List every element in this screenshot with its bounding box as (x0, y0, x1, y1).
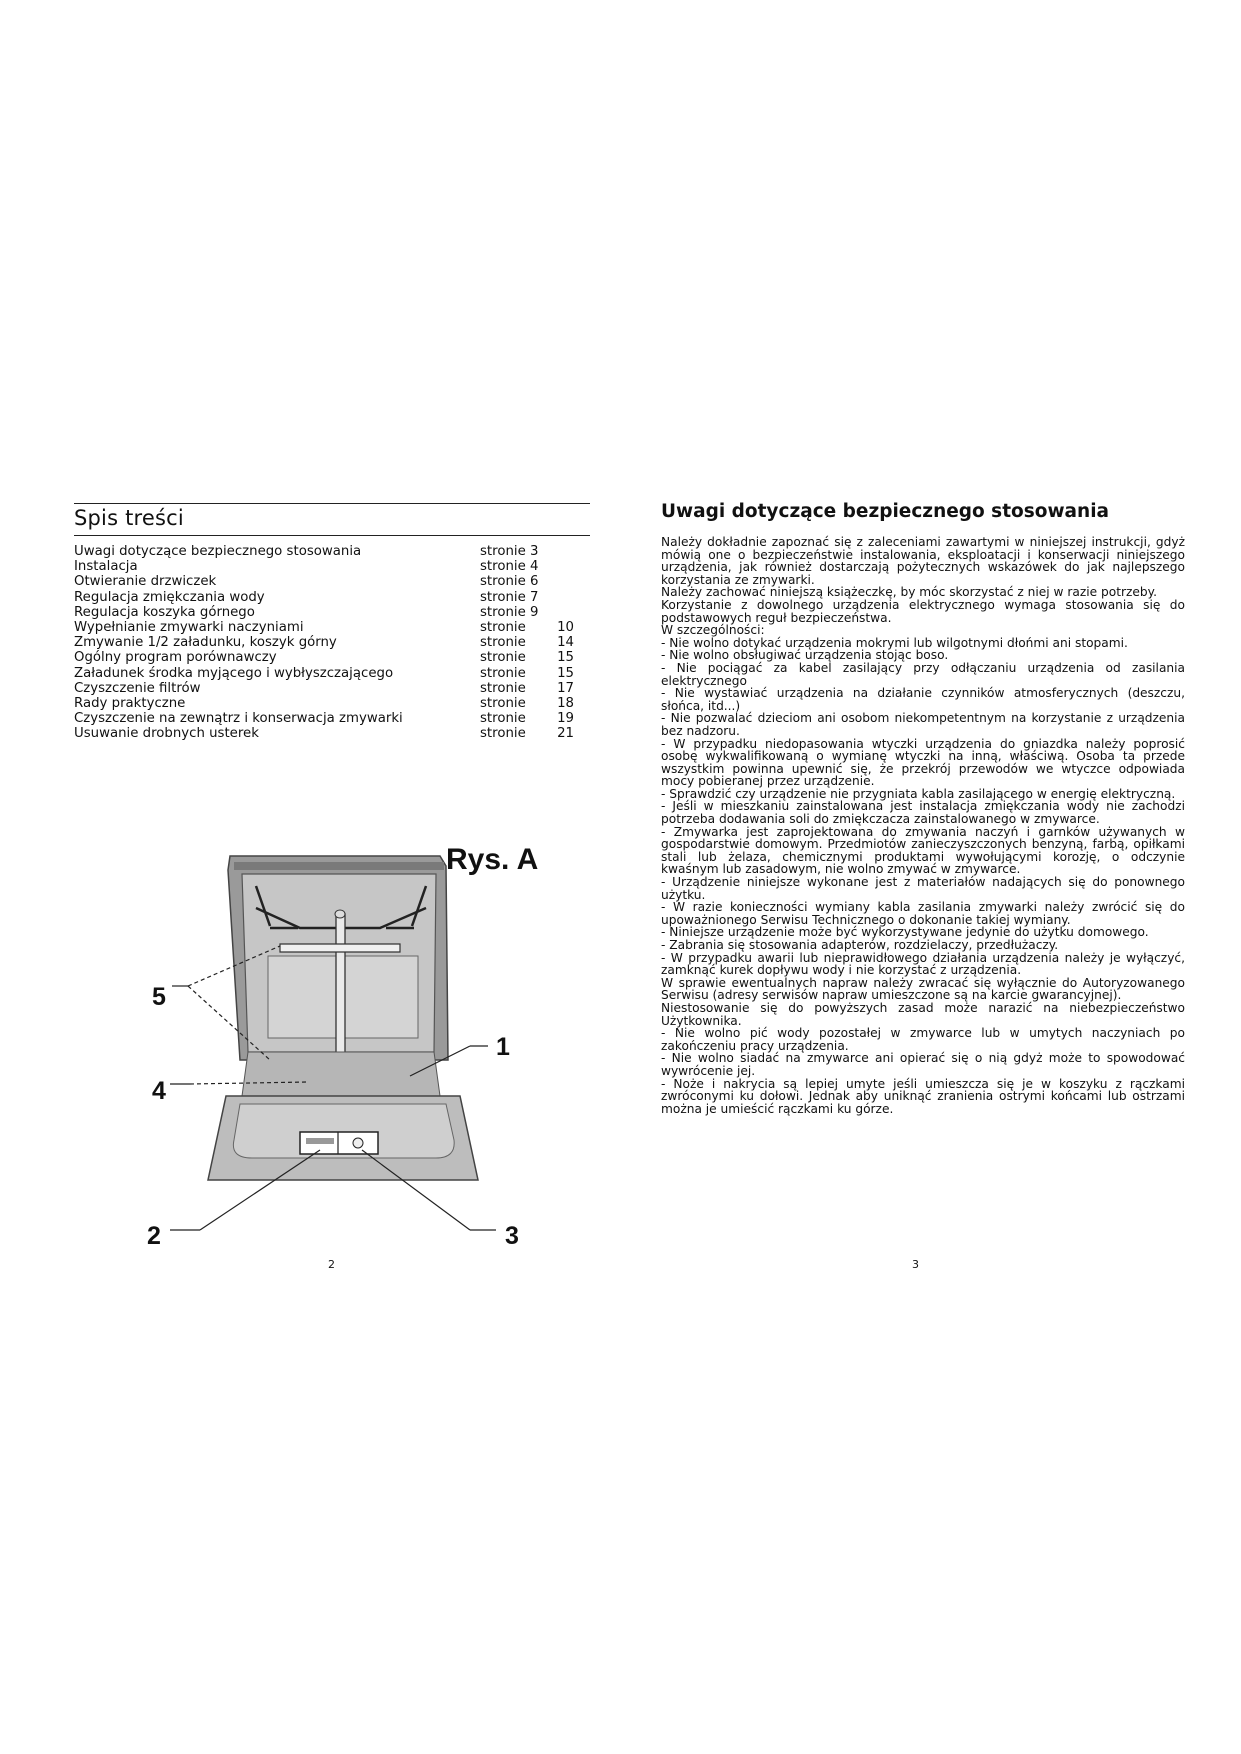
safety-paragraph: W sprawie ewentualnych napraw należy zwracać się wyłącznie do Autoryzowanego Serwisu (adresy serwisów napraw umieszczone są na karcie gwarancyjnej). (661, 975, 1185, 1003)
safety-body (661, 536, 1185, 1115)
toc-entry (74, 605, 574, 620)
toc-entry-page: 17 (557, 680, 574, 696)
toc-entry-title: Rady praktyczne (74, 695, 186, 711)
safety-paragraph: - Nie wolno pić wody pozostałej w zmywarce lub w umytych naczyniach po zakończeniu pracy urządzenia. (661, 1026, 1185, 1053)
toc-entry-page: 19 (557, 711, 574, 727)
tub-floor (242, 1052, 440, 1096)
toc-entry-page: 15 (557, 650, 574, 666)
toc-entry (74, 590, 574, 605)
safety-title: Uwagi dotyczące bezpiecznego stosowania (661, 501, 1110, 522)
toc-entry-page: 18 (557, 695, 574, 711)
safety-paragraph: - Zabrania się stosowania adapterów, rozdzielaczy, przedłużaczy. (661, 938, 1059, 952)
toc-entry-title: Zmywanie 1/2 załadunku, koszyk górny (74, 635, 337, 651)
safety-paragraph: - Jeśli w mieszkaniu zainstalowana jest instalacja zmiękczania wody nie zachodzi potrzeba dodawania soli do zmiękczacza zainstalowanego w zmywarce. (661, 799, 1185, 827)
top-edge (234, 862, 444, 870)
toc-entry (74, 559, 574, 574)
toc-entry-word: stronie (480, 650, 526, 666)
toc-entry (74, 650, 574, 665)
rinse-aid-cap (353, 1138, 363, 1148)
toc-entry-word: stronie (480, 711, 526, 727)
safety-paragraph: - Nie wolno obsługiwać urządzenia stojąc boso. (661, 648, 949, 663)
safety-paragraph: - W razie konieczności wymiany kabla zasilania zmywarki należy zwrócić się do upoważnionego Serwisu Technicznego o dokonanie takiej wymiany. (661, 900, 1185, 927)
toc-top-rule (74, 503, 590, 504)
toc-entry (74, 666, 574, 681)
toc-entry-word: stronie (480, 619, 526, 635)
upper-spray-arm (280, 944, 400, 952)
safety-paragraph: - W przypadku niedopasowania wtyczki urządzenia do gniazdka należy poprosić osobę wykwalifikowaną o wymianę wtyczki na inną, właściwą. Osoba ta przede wszystkim powinna upewnić się, że przekrój przewodów we wtyczce odpowiada mocy pobieranej przez urządzenie. (661, 736, 1185, 789)
toc-entry-title: Regulacja zmiękczania wody (74, 589, 265, 605)
page-number-right: 3 (912, 1258, 919, 1271)
toc-entry-title: Załadunek środka myjącego i wybłyszczającego (74, 665, 394, 681)
toc-entry-page: 10 (557, 619, 574, 635)
toc-entry-word: stronie 7 (480, 589, 539, 605)
safety-paragraph: - Niniejsze urządzenie może być wykorzystywane jedynie do użytku domowego. (661, 925, 1149, 940)
safety-paragraph: - Nie wolno siadać na zmywarce ani opierać się o nią gdyż może to spowodować wywrócenie jej. (661, 1051, 1185, 1078)
safety-paragraph: Należy zachować niniejszą książeczkę, by móc skorzystać z niej w razie potrzeby. (661, 585, 1157, 600)
callout-3: 3 (505, 1222, 519, 1250)
page-number-left: 2 (328, 1258, 335, 1271)
central-pipe (336, 914, 345, 1056)
safety-paragraph: W szczególności: (661, 623, 765, 638)
detergent-slot (306, 1138, 334, 1144)
toc-entry-word: stronie (480, 680, 526, 696)
toc-list (74, 544, 574, 741)
toc-entry (74, 711, 574, 726)
toc-entry (74, 574, 574, 589)
toc-entry-word: stronie 3 (480, 544, 539, 559)
toc-entry (74, 544, 574, 559)
callout-5: 5 (152, 983, 166, 1011)
callout-2: 2 (147, 1222, 161, 1250)
toc-entry-page (540, 544, 574, 559)
toc-entry-page (540, 559, 574, 574)
toc-entry-title: Usuwanie drobnych usterek (74, 726, 259, 742)
left-page (0, 0, 620, 1754)
pipe-top (335, 910, 345, 918)
toc-entry-page: 21 (557, 726, 574, 742)
toc-entry-page: 14 (557, 635, 574, 651)
toc-entry-title: Uwagi dotyczące bezpiecznego stosowania (74, 544, 362, 559)
safety-paragraph: - W przypadku awarii lub nieprawidłowego działania urządzenia należy je wyłączyć, zamknąć kurek dopływu wody i nie korzystać z urządzenia. (661, 950, 1185, 978)
toc-entry-title: Ogólny program porównawczy (74, 650, 277, 666)
toc-entry-title: Czyszczenie filtrów (74, 680, 201, 696)
toc-entry-title: Regulacja koszyka górnego (74, 604, 255, 620)
callout-4: 4 (152, 1077, 166, 1105)
safety-paragraph: Należy dokładnie zapoznać się z zaleceniami zawartymi w niniejszej instrukcji, gdyż mówią one o bezpieczeństwie instalowania, eksploatacji i konserwacji niniejszego urządzenia, jak również dostarczają pożytecznych wskazówek do jak najlepszego korzystania ze zmywarki. (661, 535, 1185, 587)
toc-entry-word: stronie (480, 726, 526, 742)
safety-paragraph: Korzystanie z dowolnego urządzenia elektrycznego wymaga stosowania się do podstawowych reguł bezpieczeństwa. (661, 597, 1185, 625)
toc-entry-title: Czyszczenie na zewnątrz i konserwacja zmywarki (74, 711, 403, 727)
toc-entry-word: stronie (480, 635, 526, 651)
toc-entry (74, 681, 574, 696)
toc-entry-word: stronie 4 (480, 559, 539, 575)
toc-entry-word: stronie (480, 665, 526, 681)
safety-paragraph: - Nie wolno dotykać urządzenia mokrymi lub wilgotnymi dłońmi ani stopami. (661, 635, 1128, 650)
safety-paragraph: - Nie pozwalać dzieciom ani osobom niekompetentnym na korzystanie z urządzenia bez nadzoru. (661, 711, 1185, 738)
toc-entry-page (540, 574, 574, 589)
toc-entry-word: stronie 9 (480, 604, 539, 620)
toc-title: Spis treści (74, 506, 184, 530)
safety-paragraph: - Sprawdzić czy urządzenie nie przygniata kabla zasilającego w energię elektryczną. (661, 786, 1176, 801)
safety-paragraph: - Nie pociągać za kabel zasilający przy odłączaniu urządzenia od zasilania elektrycznego (661, 660, 1185, 688)
toc-entry (74, 620, 574, 635)
figure-title: Rys. A (446, 843, 539, 876)
toc-entry-title: Otwieranie drzwiczek (74, 574, 217, 590)
toc-bottom-rule (74, 535, 590, 536)
toc-entry-page: 15 (557, 665, 574, 681)
callout-1: 1 (496, 1033, 510, 1061)
toc-entry-title: Wypełnianie zmywarki naczyniami (74, 619, 304, 635)
toc-entry-page (540, 590, 574, 605)
safety-paragraph: - Noże i nakrycia są lepiej umyte jeśli umieszcza się je w koszyku z rączkami zwróconymi ku dołowi. Jednak aby uniknąć zranienia ostrymi końcami lub ostrzami można je umieścić rączkami ku górze. (661, 1076, 1185, 1116)
toc-entry-page (540, 605, 574, 620)
safety-paragraph: - Nie wystawiać urządzenia na działanie czynników atmosferycznych (deszczu, słońca, itd...) (661, 686, 1185, 713)
toc-entry (74, 696, 574, 711)
safety-paragraph: - Urządzenie niniejsze wykonane jest z materiałów nadających się do ponownego użytku. (661, 875, 1185, 902)
toc-entry-word: stronie 6 (480, 574, 539, 590)
toc-entry-word: stronie (480, 695, 526, 711)
toc-entry (74, 635, 574, 650)
safety-paragraph: - Zmywarka jest zaprojektowana do zmywania naczyń i garnków używanych w gospodarstwie domowym. Przedmiotów zanieczyszczonych benzyną, farbą, opiłkami stali lub żelaza, chemicznymi produktami wywołującymi korozję, o odczynie kwaśnym lub zasadowym, nie wolno zmywać w zmywarce. (661, 824, 1185, 877)
safety-paragraph: Niestosowanie się do powyższych zasad może narazić na niebezpieczeństwo Użytkownika. (661, 1000, 1185, 1028)
toc-entry (74, 726, 574, 741)
toc-entry-title: Instalacja (74, 559, 138, 575)
